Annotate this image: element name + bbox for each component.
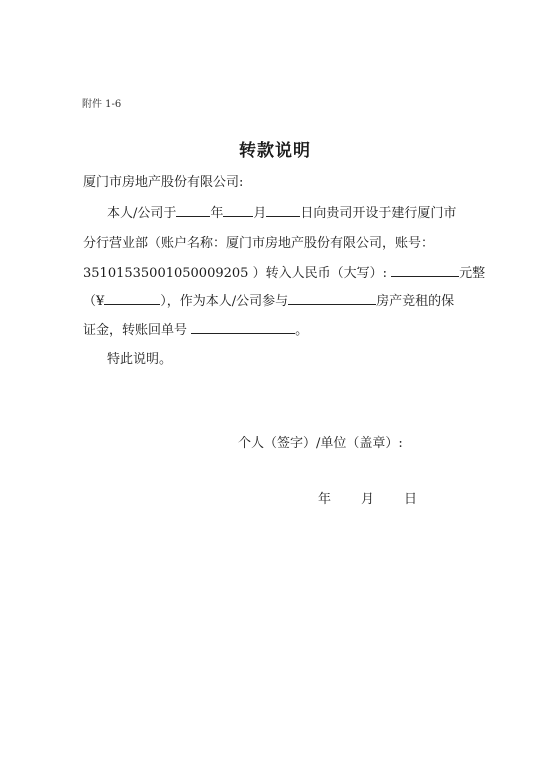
- year-blank: [176, 204, 210, 217]
- text-segment: 房产竞租的保: [376, 294, 455, 309]
- text-segment: 元整: [459, 266, 486, 281]
- text-segment: 。: [295, 323, 309, 338]
- date-month: 月: [361, 492, 375, 507]
- text-segment: 本人/公司于: [107, 206, 177, 221]
- date-line: [318, 488, 417, 507]
- text-segment: （¥: [83, 294, 105, 309]
- attachment-label: 附件 1-6: [82, 99, 122, 110]
- paragraph-line-3: [83, 262, 485, 281]
- closing-text: 特此说明。: [107, 352, 173, 367]
- account-number: 35101535001050009205: [83, 266, 249, 281]
- date-year: 年: [318, 492, 332, 507]
- text-segment: 月: [253, 206, 267, 221]
- amount-number-blank: [104, 292, 160, 305]
- signature-line: 个人（签字）/单位（盖章）:: [238, 436, 403, 451]
- text-segment: ），作为本人/公司参与: [160, 294, 289, 309]
- paragraph-line-2: 分行营业部（账户名称：厦门市房地产股份有限公司，账号：: [83, 236, 435, 251]
- salutation: 厦门市房地产股份有限公司:: [83, 175, 244, 190]
- receipt-number-blank: [191, 321, 295, 334]
- text-segment: 证金，转账回单号: [83, 323, 188, 338]
- day-blank: [266, 204, 300, 217]
- date-day: 日: [404, 492, 418, 507]
- text-segment: 年: [210, 206, 224, 221]
- page-title: 转款说明: [239, 141, 311, 161]
- text-segment: 日向贵司开设于建行厦门市: [300, 206, 457, 221]
- property-blank: [288, 292, 376, 305]
- paragraph-line-4: [83, 290, 454, 309]
- month-blank: [223, 204, 253, 217]
- paragraph-line-5: [83, 319, 308, 338]
- amount-words-blank: [391, 264, 459, 277]
- text-segment: ）转入人民币（大写）:: [252, 266, 387, 281]
- paragraph-line-1: [107, 202, 456, 221]
